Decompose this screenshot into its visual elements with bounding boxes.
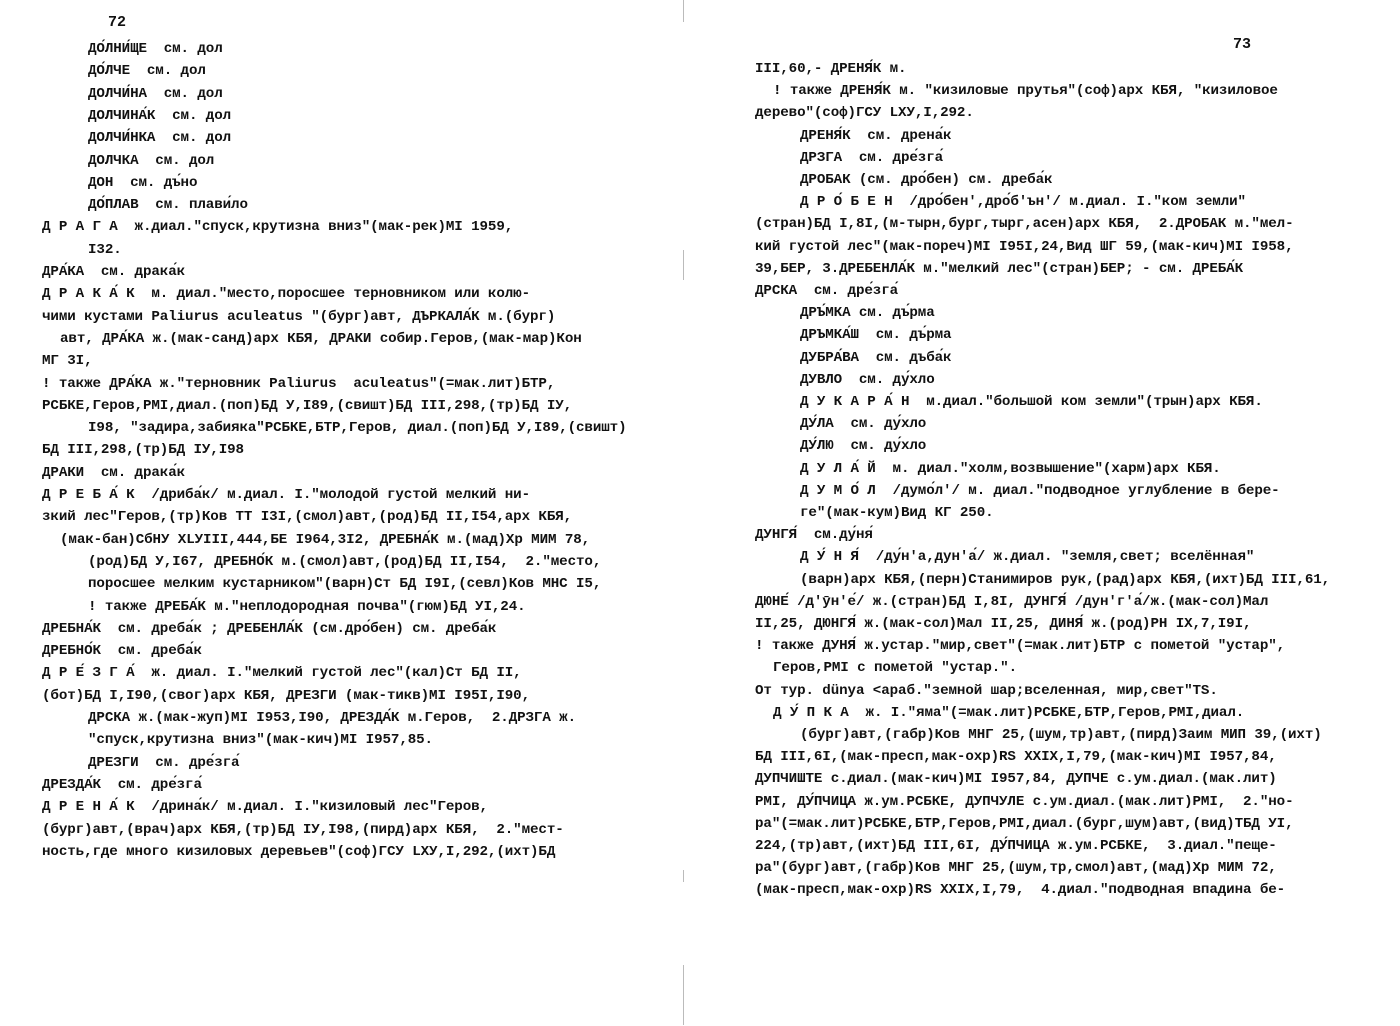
text-line: (мак-пресп,мак-охр)RS XXIX,I,79, 4.диал."подводная впадина бе- bbox=[755, 882, 1286, 899]
text-line: 224,(тр)авт,(ихт)БД III,6I, ДУ́ПЧИЦА ж.ум.РСБКЕ, 3.диал."пеще- bbox=[755, 838, 1277, 854]
page-number-right: 73 bbox=[1233, 36, 1252, 53]
text-line: Д Р Е Н А́ К /дрина́к/ м.диал. I."кизиловый лес"Геров, bbox=[42, 799, 488, 816]
text-line: (стран)БД I,8I,(м-тырн,бург,тырг,асен)арх КБЯ, 2.ДРОБАК м."мел- bbox=[755, 216, 1294, 233]
dictionary-entry-line: Д Р О́ Б Е Н /дро́бен',дро́б'ън'/ м.диал. I."ком земли" bbox=[800, 194, 1246, 211]
also-note-line: Геров,РМI с пометой "устар.". bbox=[773, 660, 1018, 677]
text-line: ра"(бург)авт,(габр)Ков МНГ 25,(шум,тр,смол)авт,(мад)Хр МИМ 72, bbox=[755, 860, 1277, 877]
text-line: ДРАКИ см. драка́к bbox=[42, 464, 186, 481]
also-note-line: авт, ДРА́КА ж.(мак-санд)арх КБЯ, ДРАКИ собир.Геров,(мак-мар)Кон bbox=[60, 330, 582, 347]
dictionary-entry-line: Д У М О́ Л /думо́л'/ м. диал."подводное углубление в бере- bbox=[800, 482, 1280, 499]
dictionary-entry-line: (бург)авт,(габр)Ков МНГ 25,(шум,тр)авт,(пирд)Заим МИП 39,(ихт) bbox=[800, 727, 1322, 743]
text-line: чими кустами Paliurus aculeatus "(бург)авт, ДЪРКАЛА́К м.(бург) bbox=[42, 308, 556, 325]
dictionary-entry-line: (род)БД У,I67, ДРЕБНО́К м.(смол)авт,(род)БД II,I54, 2."место, bbox=[88, 553, 602, 570]
dictionary-entry-line: ДОЛЧИ́НКА см. дол bbox=[88, 130, 232, 147]
dictionary-entry-line: I98, "задира,забияка"РСБКЕ,БТР,Геров, диал.(поп)БД У,I89,(свишт) bbox=[88, 420, 627, 437]
dictionary-entry-line: поросшее мелким кустарником"(варн)Ст БД I9I,(севл)Ков МНС I5, bbox=[88, 576, 602, 593]
dictionary-entry-line: ДУ́ЛЮ см. ду́хло bbox=[800, 438, 927, 455]
dictionary-entry-line: ДРЕЗГИ см. дре́зга́ bbox=[88, 754, 240, 771]
text-line: II,25, ДЮНГЯ́ ж.(мак-сол)Мал II,25, ДИНЯ́ ж.(род)РН IX,7,I9I, bbox=[755, 616, 1252, 632]
page-gutter-divider bbox=[683, 965, 684, 1025]
dictionary-entry-line: "спуск,крутизна вниз"(мак-кич)МI I957,85. bbox=[88, 732, 433, 749]
dictionary-entry-line: ДОЛЧИНА́К см. дол bbox=[88, 107, 232, 124]
text-line: Д Р А К А́ К м. диал."место,поросшее терновником или колю- bbox=[42, 286, 531, 303]
text-line: ДРЕЗДА́К см. дре́зга́ bbox=[42, 776, 202, 793]
dictionary-entry-line: ДОН см. дъ́но bbox=[88, 174, 198, 191]
page-gutter-divider bbox=[683, 870, 684, 882]
page-gutter-divider bbox=[683, 250, 684, 280]
text-line: От тур. dünya <араб."земной шар;вселенная, мир,свет"TS. bbox=[755, 682, 1218, 699]
dictionary-entry-line: ДО́ЛЧЕ см. дол bbox=[88, 63, 206, 80]
text-line: ДЮНЕ́ /д'ӯн'е́/ ж.(стран)БД I,8I, ДУНГЯ́ /дун'г'а́/ж.(мак-сол)Мал bbox=[755, 593, 1269, 610]
dictionary-entry-line: ДРЗГА см. дре́зга́ bbox=[800, 149, 944, 166]
text-line: БД III,6I,(мак-пресп,мак-охр)RS XXIX,I,79,(мак-кич)МI I957,84, bbox=[755, 749, 1277, 766]
text-line: ДРСКА см. дре́зга́ bbox=[755, 283, 899, 299]
dictionary-entry-line: ДРЪМКА́Ш см. дъ́рма bbox=[800, 327, 952, 344]
text-line: ! также ДРА́КА ж."терновник Paliurus aculeatus"(=мак.лит)БТР, bbox=[42, 375, 556, 392]
text-line: ДРЕБНО́К см. дреба́к bbox=[42, 643, 202, 660]
dictionary-entry-line: ДРСКА ж.(мак-жуп)МI I953,I90, ДРЕЗДА́К м.Геров, 2.ДРЗГА ж. bbox=[88, 710, 577, 726]
dictionary-entry-line: ДУБРА́ВА см. дъба́к bbox=[800, 349, 952, 366]
text-line: ДРА́КА см. драка́к bbox=[42, 264, 186, 280]
dictionary-entry-line: Д У Л А́ Й м. диал."холм,возвышение"(харм)арх КБЯ. bbox=[800, 460, 1221, 477]
dictionary-entry-line: Д У́ Н Я́ /ду́н'а,дун'а́/ ж.диал. "земля,свет; вселённая" bbox=[800, 549, 1255, 566]
text-line: ДУПЧИШТЕ с.диал.(мак-кич)МI I957,84, ДУПЧЕ с.ум.диал.(мак.лит) bbox=[755, 771, 1277, 788]
dictionary-entry-line: ДУ́ЛА см. ду́хло bbox=[800, 416, 927, 433]
also-note-line: Д У́ П К А ж. I."яма"(=мак.лит)РСБКЕ,БТР,Геров,РМI,диал. bbox=[773, 704, 1245, 721]
text-line: Д Р Е Б А́ К /дриба́к/ м.диал. I."молодой густой мелкий ни- bbox=[42, 487, 531, 503]
text-line: ! также ДУНЯ́ ж.устар."мир,свет"(=мак.лит)БТР с пометой "устар", bbox=[755, 638, 1286, 655]
also-note-line: ! также ДРЕНЯ́К м. "кизиловые прутья"(соф)арх КБЯ, "кизиловое bbox=[773, 83, 1278, 100]
dictionary-entry-line: ДРОБАК (см. дро́бен) см. дреба́к bbox=[800, 172, 1053, 188]
text-line: (бот)БД I,I90,(свог)арх КБЯ, ДРЕЗГИ (мак-тикв)МI I95I,I90, bbox=[42, 687, 531, 704]
dictionary-entry-line: ДО́ЛНИ́ЩЕ см. дол bbox=[88, 41, 223, 57]
dictionary-entry-line: ДРЪ́МКА см. дъ́рма bbox=[800, 305, 935, 322]
text-line: дерево"(соф)ГСУ LXУ,I,292. bbox=[755, 105, 974, 122]
also-note-line: (мак-бан)СбНУ XLУIII,444,БЕ I964,3I2, ДРЕБНА́К м.(мад)Хр МИМ 78, bbox=[60, 531, 591, 548]
dictionary-entry-line: ге"(мак-кум)Вид КГ 250. bbox=[800, 505, 994, 521]
dictionary-entry-line: I32. bbox=[88, 241, 122, 258]
dictionary-entry-line: ! также ДРЕБА́К м."неплодородная почва"(гюм)БД УI,24. bbox=[88, 598, 526, 615]
text-line: МГ 3I, bbox=[42, 353, 93, 370]
text-line: ность,где много кизиловых деревьев"(соф)ГСУ LXУ,I,292,(ихт)БД bbox=[42, 843, 556, 860]
dictionary-entry-line: ДРЕНЯ́К см. дрена́к bbox=[800, 127, 952, 144]
text-line: зкий лес"Геров,(тр)Ков ТТ I3I,(смол)авт,(род)БД II,I54,арх КБЯ, bbox=[42, 509, 573, 526]
dictionary-entry-line: ДО́ПЛАВ см. плави́ло bbox=[88, 197, 248, 214]
text-line: (бург)авт,(врач)арх КБЯ,(тр)БД IУ,I98,(пирд)арх КБЯ, 2."мест- bbox=[42, 821, 564, 838]
page-gutter-divider bbox=[683, 0, 684, 22]
text-line: 39,БЕР, 3.ДРЕБЕНЛА́К м."мелкий лес"(стран)БЕР; - см. ДРЕБА́К bbox=[755, 260, 1244, 277]
text-line: Д Р Е́ З Г А́ ж. диал. I."мелкий густой лес"(кал)Ст БД II, bbox=[42, 665, 522, 682]
dictionary-entry-line: ДУВЛО см. ду́хло bbox=[800, 371, 935, 388]
text-line: РСБКЕ,Геров,РМI,диал.(поп)БД У,I89,(свишт)БД III,298,(тр)БД IУ, bbox=[42, 397, 573, 414]
text-line: ДУНГЯ́ см.ду́ня́ bbox=[755, 527, 873, 544]
dictionary-entry-line: ДОЛЧИ́НА см. дол bbox=[88, 85, 223, 102]
text-line: ра"(=мак.лит)РСБКЕ,БТР,Геров,РМI,диал.(бург,шум)авт,(вид)ТБД УI, bbox=[755, 815, 1294, 832]
text-line: Д Р А Г А ж.диал."спуск,крутизна вниз"(мак-рек)МI 1959, bbox=[42, 219, 514, 236]
dictionary-entry-line: (варн)арх КБЯ,(перн)Станимиров рук,(рад)арх КБЯ,(ихт)БД III,61, bbox=[800, 571, 1331, 588]
text-line: кий густой лес"(мак-пореч)МI I95I,24,Вид ШГ 59,(мак-кич)МI I958, bbox=[755, 238, 1294, 255]
page-number-left: 72 bbox=[108, 14, 127, 31]
dictionary-entry-line: ДОЛЧКА см. дол bbox=[88, 152, 215, 169]
text-line: РМI, ДУ́ПЧИЦА ж.ум.РСБКЕ, ДУПЧУЛЕ с.ум.диал.(мак.лит)РМI, 2."но- bbox=[755, 793, 1294, 810]
text-line: БД III,298,(тр)БД IУ,I98 bbox=[42, 442, 244, 459]
dictionary-entry-line: Д У К А Р А́ Н м.диал."большой ком земли"(трын)арх КБЯ. bbox=[800, 394, 1263, 410]
text-line: ДРЕБНА́К см. дреба́к ; ДРЕБЕНЛА́К (см.дро́бен) см. дреба́к bbox=[42, 620, 497, 637]
text-line: III,60,- ДРЕНЯ́К м. bbox=[755, 61, 907, 77]
